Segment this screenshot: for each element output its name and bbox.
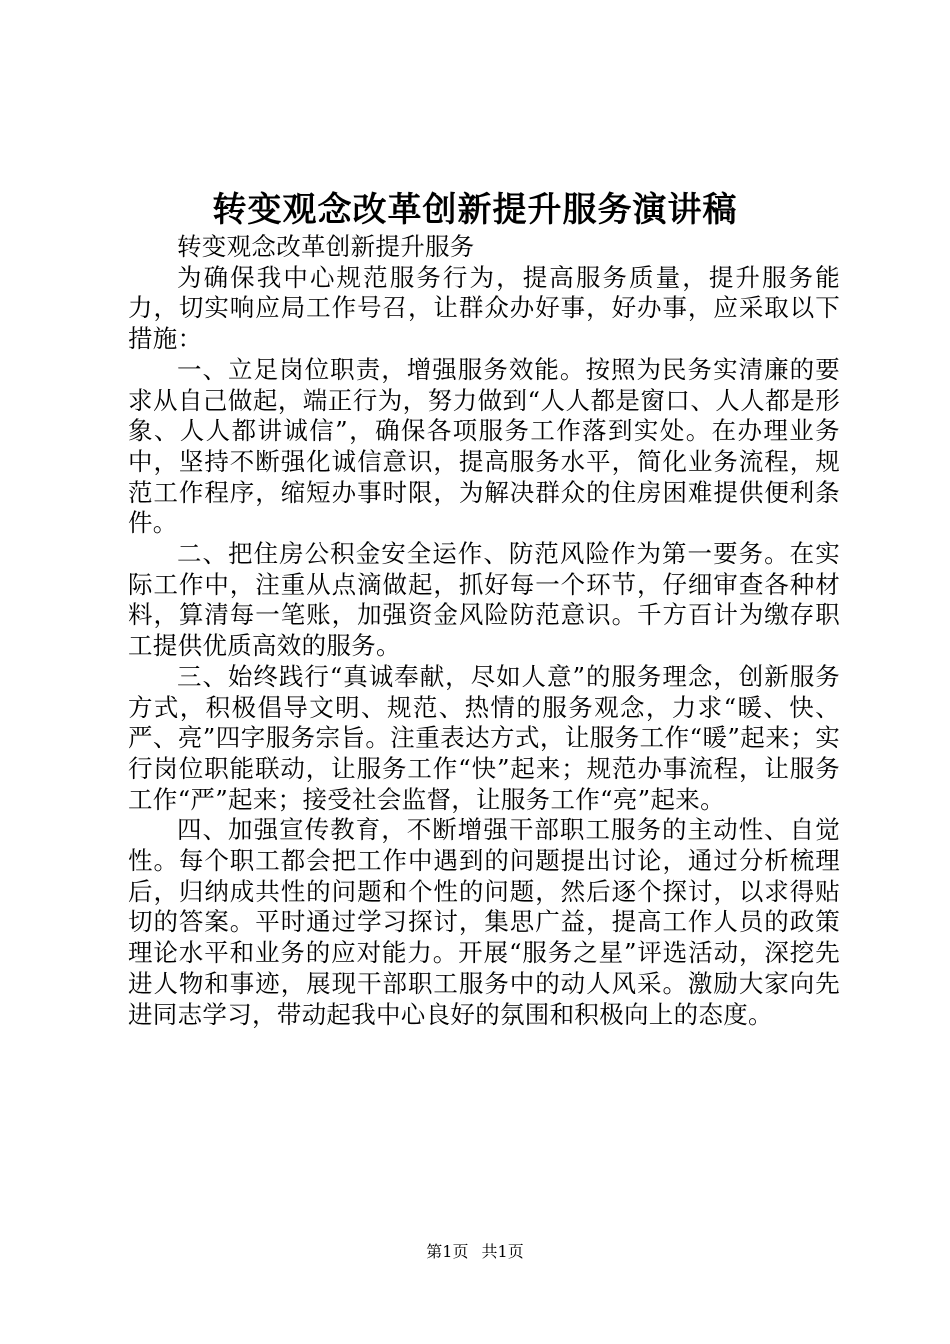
paragraph-measure-2: 二、把住房公积金安全运作、防范风险作为第一要务。在实际工作中，注重从点滴做起，抓好每一个环节，仔细审查各种材料，算清每一笔账，加强资金风险防范意识。千方百计为缴存职工提供优质高效的服务。: [128, 539, 840, 661]
paragraph-measure-3: 三、始终践行“真诚奉献，尽如人意”的服务理念，创新服务方式，积极倡导文明、规范、热情的服务观念，力求“暖、快、严、亮”四字服务宗旨。注重表达方式，让服务工作“暖”起来；实行岗位职能联动，让服务工作“快”起来；规范办事流程，让服务工作“严”起来；接受社会监督，让服务工作“亮”起来。: [128, 661, 840, 814]
paragraph-intro: 为确保我中心规范服务行为，提高服务质量，提升服务能力，切实响应局工作号召，让群众办好事，好办事，应采取以下措施：: [128, 262, 840, 354]
document-title: 转变观念改革创新提升服务演讲稿: [212, 190, 738, 230]
page-total: 共1页: [481, 1242, 524, 1261]
page-number: 第1页: [426, 1242, 469, 1261]
document-body: [128, 232, 840, 1030]
paragraph-measure-4: 四、加强宣传教育，不断增强干部职工服务的主动性、自觉性。每个职工都会把工作中遇到的问题提出讨论，通过分析梳理后，归纳成共性的问题和个性的问题，然后逐个探讨，以求得贴切的答案。平时通过学习探讨，集思广益，提高工作人员的政策理论水平和业务的应对能力。开展“服务之星”评选活动，深挖先进人物和事迹，展现干部职工服务中的动人风采。激励大家向先进同志学习，带动起我中心良好的氛围和积极向上的态度。: [128, 815, 840, 1029]
page-footer: [0, 1240, 950, 1264]
paragraph-subtitle: 转变观念改革创新提升服务: [177, 232, 475, 261]
paragraph-measure-1: 一、立足岗位职责，增强服务效能。按照为民务实清廉的要求从自己做起，端正行为，努力做到“人人都是窗口、人人都是形象、人人都讲诚信”，确保各项服务工作落到实处。在办理业务中，坚持不断强化诚信意识，提高服务水平，简化业务流程，规范工作程序，缩短办事时限，为解决群众的住房困难提供便利条件。: [128, 354, 840, 538]
